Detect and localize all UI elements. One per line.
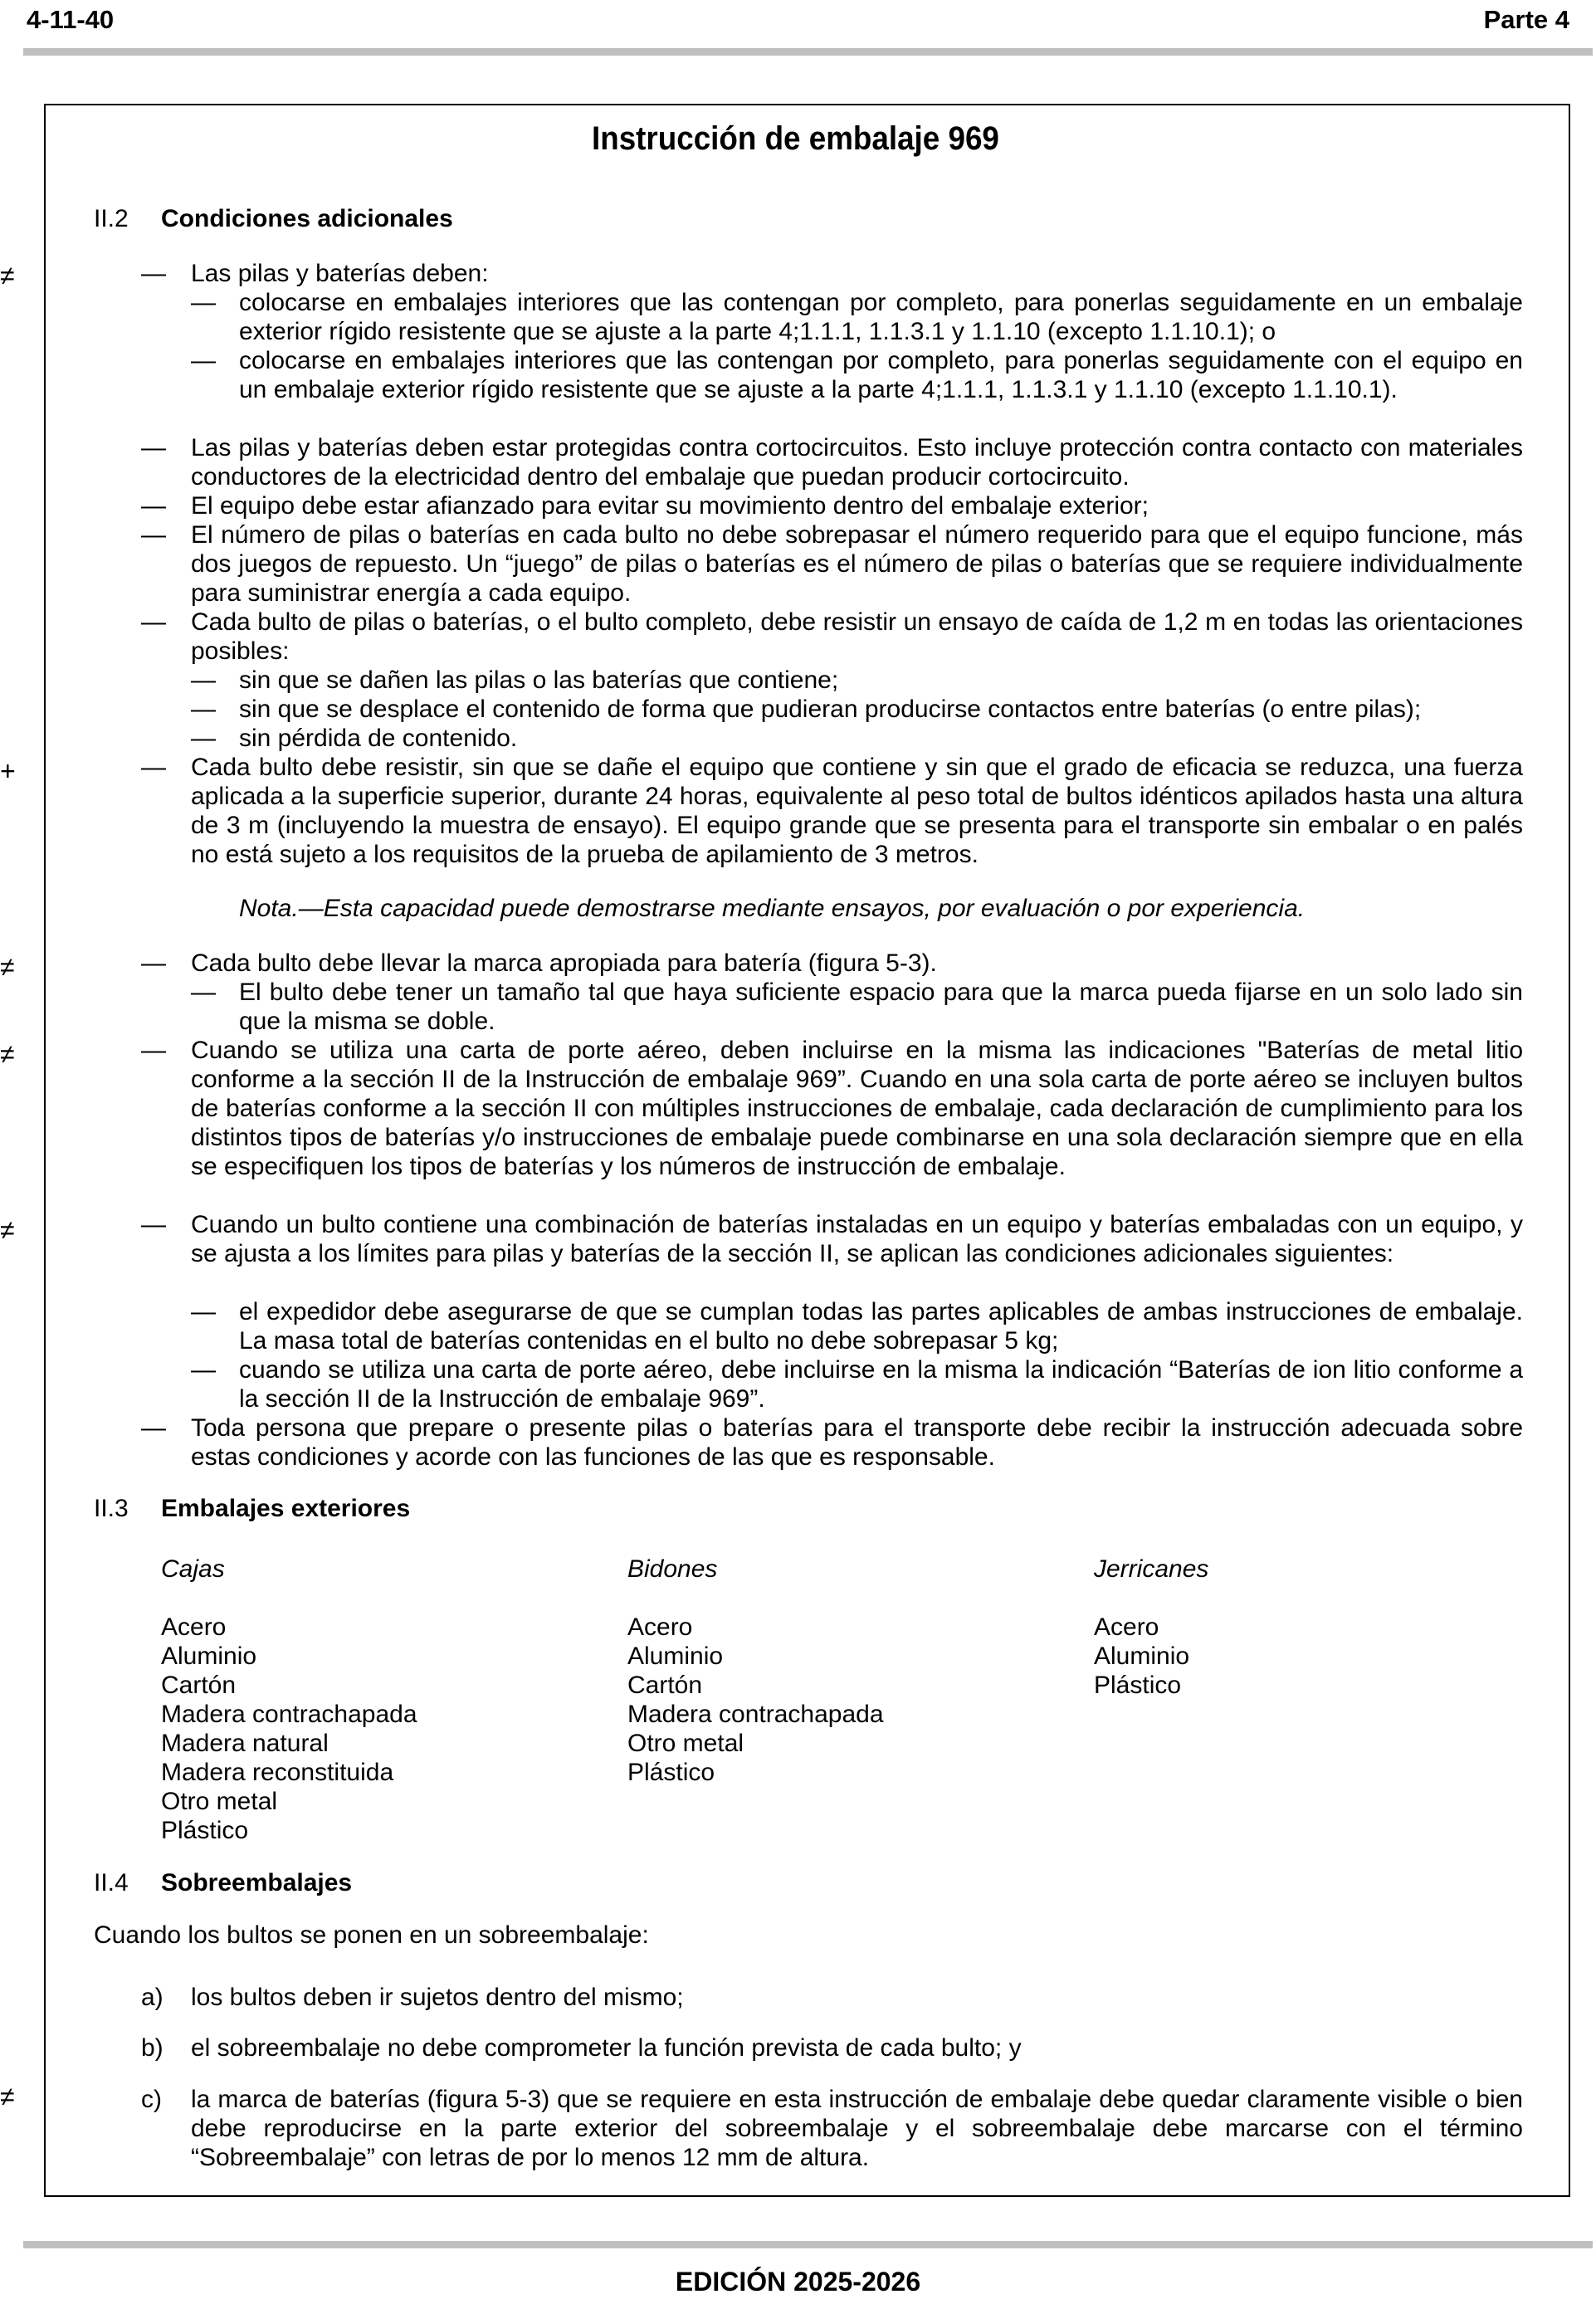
change-mark: ≠: [0, 261, 15, 290]
change-mark: ≠: [0, 1039, 15, 1069]
list-item: Otro metal: [161, 1788, 278, 1815]
part-label: Parte 4: [1483, 5, 1569, 34]
list-dash: —: [141, 949, 166, 977]
list-dash: —: [191, 347, 216, 374]
boxes-list: [161, 1613, 417, 1845]
list-dash: —: [141, 521, 166, 549]
item-letter: c): [141, 2086, 162, 2113]
column-header-jerricans: Jerricanes: [1094, 1555, 1209, 1583]
list-item: Cada bulto debe llevar la marca apropiada para batería (figura 5-3).: [191, 949, 937, 977]
list-item: Aluminio: [161, 1643, 257, 1670]
note-text: Nota.—Esta capacidad puede demostrarse mediante ensayos, por evaluación o por experiencia.: [239, 895, 1306, 922]
change-mark: ≠: [0, 1215, 15, 1245]
list-dash: —: [141, 260, 166, 287]
change-mark: ≠: [0, 952, 15, 982]
section-title-ii3: Embalajes exteriores: [161, 1495, 411, 1522]
list-item: Acero: [627, 1613, 693, 1641]
change-mark: ≠: [0, 2082, 15, 2111]
list-item: Plástico: [161, 1817, 249, 1844]
jerricans-list: [1094, 1613, 1189, 1700]
item-letter: a): [141, 1984, 164, 2011]
section-title-ii4: Sobreembalajes: [161, 1869, 353, 1896]
list-subitem: El bulto debe tener un tamaño tal que haya suficiente espacio para que la marca pueda fijarse en un solo lado sin que la misma se doble.: [239, 979, 1523, 1035]
section-title-ii2: Condiciones adicionales: [161, 205, 453, 232]
list-dash: —: [191, 289, 216, 316]
list-dash: —: [141, 1414, 166, 1442]
list-item: Plástico: [627, 1759, 715, 1786]
list-subitem: sin que se desplace el contenido de forma que pudieran producirse contactos entre baterías (o entre pilas);: [239, 696, 1422, 723]
list-item: la marca de baterías (figura 5-3) que se requiere en esta instrucción de embalaje debe quedar claramente visible o bien debe reproducirse en la parte exterior del sobreembalaje y el sobreembalaje debe marcarse con el término “Sobreembalaje” con letras de por lo menos 12 mm de altura.: [191, 2086, 1523, 2171]
page-number: 4-11-40: [27, 5, 115, 34]
list-item: los bultos deben ir sujetos dentro del mismo;: [191, 1984, 684, 2011]
list-dash: —: [191, 725, 216, 752]
section-number-ii2: II.2: [94, 205, 129, 232]
change-mark: +: [0, 756, 16, 786]
list-item: el sobreembalaje no debe comprometer la función prevista de cada bulto; y: [191, 2034, 1022, 2062]
list-dash: —: [141, 492, 166, 520]
list-dash: —: [191, 666, 216, 694]
section-number-ii3: II.3: [94, 1495, 129, 1522]
list-item: Acero: [161, 1613, 227, 1641]
list-item: Toda persona que prepare o presente pilas o baterías para el transporte debe recibir la instrucción adecuada sobre estas condiciones y acorde con las funciones de las que es responsable.: [191, 1414, 1523, 1471]
overpack-intro: Cuando los bultos se ponen en un sobreembalaje:: [94, 1921, 649, 1949]
list-item: Madera natural: [161, 1730, 329, 1757]
list-item: Otro metal: [627, 1730, 744, 1757]
list-subitem: colocarse en embalajes interiores que las contengan por completo, para ponerlas seguidamente con el equipo en un embalaje exterior rígido resistente que se ajuste a la parte 4;1.1.1, 1.1.3.1 y 1.1.10 (excepto 1.1.10.1).: [239, 347, 1523, 403]
list-item: Madera contrachapada: [161, 1701, 417, 1728]
list-subitem: sin pérdida de contenido.: [239, 725, 518, 752]
item-letter: b): [141, 2034, 164, 2062]
list-dash: —: [141, 754, 166, 781]
list-dash: —: [141, 608, 166, 636]
list-item: El número de pilas o baterías en cada bulto no debe sobrepasar el número requerido para que el equipo funcione, más dos juegos de repuesto. Un “juego” de pilas o baterías es el número de pilas o baterías que se requiere individualmente para suministrar energía a cada equipo.: [191, 521, 1523, 607]
page-title: Instrucción de embalaje 969: [592, 120, 999, 157]
list-item: El equipo debe estar afianzado para evitar su movimiento dentro del embalaje exterior;: [191, 492, 1149, 520]
list-item: Cada bulto de pilas o baterías, o el bulto completo, debe resistir un ensayo de caída de 1,2 m en todas las orientaciones posibles:: [191, 608, 1523, 665]
list-item: Aluminio: [627, 1643, 724, 1670]
header-rule: [23, 48, 1593, 56]
list-item: Cuando un bulto contiene una combinación de baterías instaladas en un equipo y baterías embaladas con un equipo, y se ajusta a los límites para pilas y baterías de la sección II, se aplican las condiciones adicionales siguientes:: [191, 1211, 1523, 1267]
list-item: Aluminio: [1094, 1643, 1190, 1670]
footer-rule: [23, 2241, 1593, 2248]
list-item: Acero: [1094, 1613, 1159, 1641]
list-dash: —: [191, 979, 216, 1006]
list-dash: —: [191, 1298, 216, 1325]
list-dash: —: [141, 434, 166, 461]
list-item: Las pilas y baterías deben estar protegidas contra cortocircuitos. Esto incluye protección contra contacto con materiales conductores de la electricidad dentro del embalaje que puedan producir cortocircuito.: [191, 434, 1523, 491]
list-item: Cartón: [627, 1672, 703, 1699]
list-item: Cartón: [161, 1672, 237, 1699]
section-number-ii4: II.4: [94, 1869, 129, 1896]
list-item: Las pilas y baterías deben:: [191, 260, 489, 287]
list-item: Madera reconstituida: [161, 1759, 394, 1786]
list-dash: —: [141, 1211, 166, 1238]
list-subitem: el expedidor debe asegurarse de que se cumplan todas las partes aplicables de ambas instrucciones de embalaje. La masa total de baterías contenidas en el bulto no debe sobrepasar 5 kg;: [239, 1298, 1523, 1355]
list-item: Cada bulto debe resistir, sin que se dañe el equipo que contiene y sin que el grado de eficacia se reduzca, una fuerza aplicada a la superficie superior, durante 24 horas, equivalente al peso total de bultos idénticos apilados hasta una altura de 3 m (incluyendo la muestra de ensayo). El equipo grande que se presenta para el transporte sin embalar o en palés no está sujeto a los requisitos de la prueba de apilamiento de 3 metros.: [191, 754, 1523, 868]
list-dash: —: [191, 696, 216, 723]
drums-list: [627, 1613, 884, 1787]
list-item: Madera contrachapada: [627, 1701, 884, 1728]
list-dash: —: [191, 1356, 216, 1384]
list-item: Cuando se utiliza una carta de porte aéreo, deben incluirse en la misma las indicaciones "Baterías de metal litio conforme a la sección II de la Instrucción de embalaje 969”. Cuando en una sola carta de porte aéreo se incluyen bultos de baterías conforme a la sección II con múltiples instrucciones de embalaje, cada declaración de cumplimiento para los distintos tipos de baterías y/o instrucciones de embalaje puede combinarse en una sola declaración siempre que en ella se especifiquen los tipos de baterías y los números de instrucción de embalaje.: [191, 1037, 1523, 1180]
list-subitem: sin que se dañen las pilas o las baterías que contiene;: [239, 666, 839, 694]
column-header-boxes: Cajas: [161, 1555, 225, 1583]
list-subitem: cuando se utiliza una carta de porte aéreo, debe incluirse en la misma la indicación “Baterías de ion litio conforme a la sección II de la Instrucción de embalaje 969”.: [239, 1356, 1523, 1413]
list-subitem: colocarse en embalajes interiores que las contengan por completo, para ponerlas seguidamente en un embalaje exterior rígido resistente que se ajuste a la parte 4;1.1.1, 1.1.3.1 y 1.1.10 (excepto 1.1.10.1); o: [239, 289, 1523, 345]
list-item: Plástico: [1094, 1672, 1182, 1699]
column-header-drums: Bidones: [627, 1555, 718, 1583]
list-dash: —: [141, 1037, 166, 1064]
edition-footer: EDICIÓN 2025-2026: [675, 2267, 921, 2297]
